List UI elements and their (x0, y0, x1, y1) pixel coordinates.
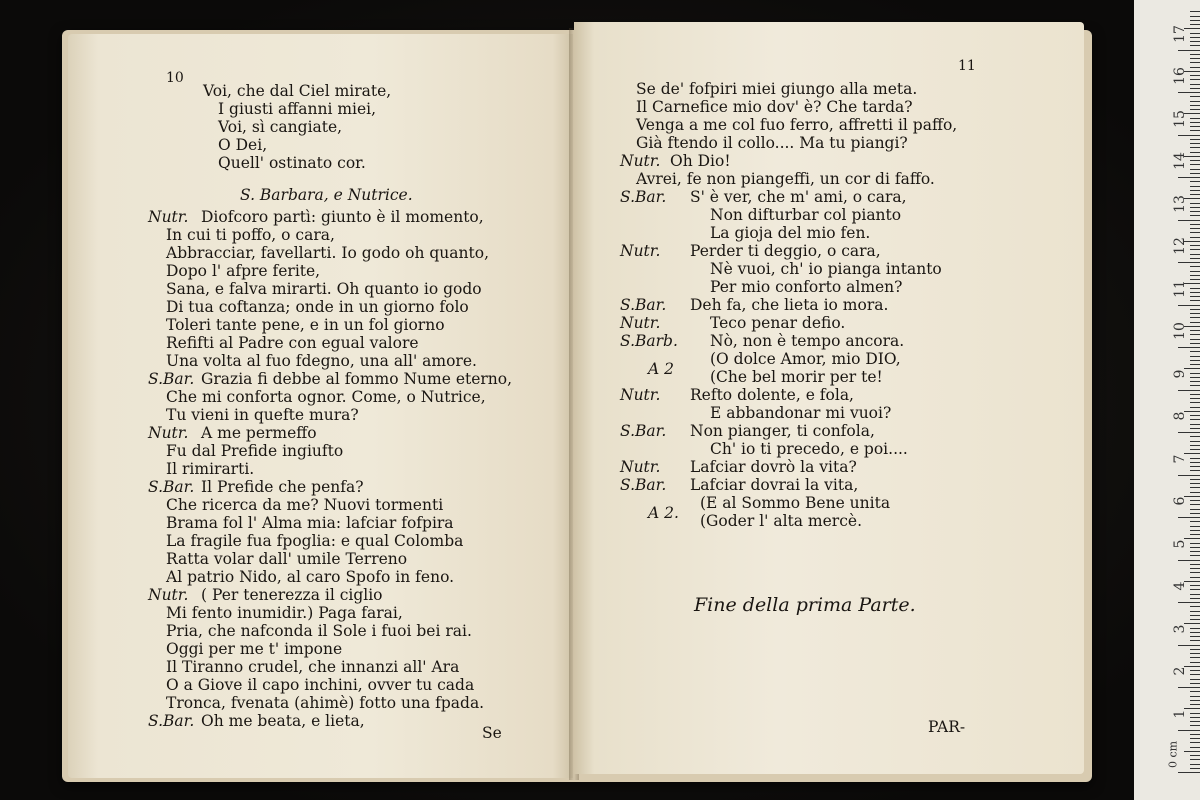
ruler-tick (1190, 611, 1200, 612)
ruler-tick (1190, 458, 1200, 459)
ruler-tick (1190, 700, 1200, 701)
verse-line: Il Tiranno crudel, che innanzi all' Ara (166, 658, 460, 676)
ruler-tick (1190, 381, 1200, 382)
ruler-tick (1190, 555, 1200, 556)
ruler-tick (1190, 296, 1200, 297)
ruler-tick (1178, 92, 1200, 93)
ruler-tick (1190, 568, 1200, 569)
speaker-label: Nutr. (148, 208, 189, 226)
ruler-tick (1190, 483, 1200, 484)
ruler-tick (1190, 130, 1200, 131)
ruler-tick (1190, 313, 1200, 314)
ruler-tick (1190, 232, 1200, 233)
verse-line: Refto dolente, e fola, (690, 386, 854, 404)
verse-line: Perder ti deggio, o cara, (690, 242, 881, 260)
ruler-tick (1190, 364, 1200, 365)
verse-line: Per mio conforto almen? (710, 278, 903, 296)
ruler-tick (1190, 54, 1200, 55)
verse-line: Refifti al Padre con egual valore (166, 334, 419, 352)
verse-line: La gioja del mio fen. (710, 224, 871, 242)
ruler-tick (1190, 173, 1200, 174)
ruler-tick (1190, 513, 1200, 514)
ruler-label: 9 (1172, 369, 1188, 378)
ruler-label: 1 (1172, 709, 1188, 718)
verse-line: Il Carnefice mio dov' è? Che tarda? (636, 98, 913, 116)
ruler-tick (1190, 424, 1200, 425)
verse-line: Sana, e falva mirarti. Oh quanto io godo (166, 280, 482, 298)
ruler-label: 4 (1172, 581, 1188, 591)
ruler-tick (1190, 628, 1200, 629)
ruler-tick (1190, 428, 1200, 429)
ruler-tick (1190, 606, 1200, 607)
verse-line: Avrei, fe non piangeffi, un cor di faffo. (636, 170, 935, 188)
ruler-tick (1190, 419, 1200, 420)
ruler-tick (1190, 470, 1200, 471)
page-number-left: 10 (166, 70, 184, 86)
ruler-label: 11 (1172, 279, 1188, 298)
verse-line: I giusti affanni miei, (218, 100, 377, 118)
ruler-tick (1190, 696, 1200, 697)
ruler-tick (1190, 398, 1200, 399)
ruler-tick (1190, 543, 1200, 544)
verse-line: Il Prefide che penfa? (201, 478, 364, 496)
ruler-tick (1190, 615, 1200, 616)
verse-line: Ch' io ti precedo, e poi.... (710, 440, 908, 458)
verse-line: Nò, non è tempo ancora. (710, 332, 905, 350)
verse-line: Deh fa, che lieta io mora. (690, 296, 889, 314)
verse-line: (O dolce Amor, mio DIO, (710, 350, 901, 368)
measuring-ruler (1134, 0, 1200, 800)
ruler-tick (1178, 560, 1200, 561)
speaker-label: S.Bar. (620, 296, 667, 314)
ruler-tick (1190, 445, 1200, 446)
ruler-tick (1190, 441, 1200, 442)
speaker-label: S.Barb. (620, 332, 678, 350)
ruler-tick (1190, 190, 1200, 191)
verse-line: S' è ver, che m' ami, o cara, (690, 188, 907, 206)
verse-line: Quell' ostinato cor. (218, 154, 366, 172)
ruler-label: 12 (1172, 237, 1188, 255)
speaker-label: A 2 (648, 360, 674, 378)
speaker-label: S.Bar. (148, 478, 195, 496)
verse-line: Grazia fi debbe al fommo Nume eterno, (201, 370, 513, 388)
verse-line: Nè vuoi, ch' io pianga intanto (710, 260, 942, 278)
ruler-tick (1190, 521, 1200, 522)
ruler-tick (1190, 373, 1200, 374)
ruler-tick (1190, 551, 1200, 552)
ruler-tick (1190, 351, 1200, 352)
verse-line: Oh me beata, e lieta, (201, 712, 365, 730)
ruler-tick (1190, 245, 1200, 246)
verse-line: Pria, che nafconda il Sole i fuoi bei rai. (166, 622, 472, 640)
ruler-tick (1190, 640, 1200, 641)
ruler-tick (1190, 109, 1200, 110)
verse-line: La fragile fua fpoglia: e qual Colomba (166, 532, 464, 550)
ruler-tick (1190, 143, 1200, 144)
ruler-tick (1190, 58, 1200, 59)
ruler-tick (1190, 105, 1200, 106)
ruler-tick (1190, 20, 1200, 21)
verse-line: Oh Dio! (670, 152, 731, 170)
speaker-label: Nutr. (148, 424, 189, 442)
verse-line: Ratta volar dall' umile Terreno (166, 550, 408, 568)
end-of-part-title: Fine della prima Parte. (694, 594, 916, 616)
ruler-tick (1190, 322, 1200, 323)
verse-line: Brama fol l' Alma mia: lafciar fofpira (166, 514, 454, 532)
ruler-tick (1190, 462, 1200, 463)
ruler-tick (1178, 390, 1200, 391)
ruler-tick (1190, 45, 1200, 46)
speaker-label: Nutr. (620, 314, 661, 332)
verse-line: Lafciar dovrai la vita, (690, 476, 859, 494)
ruler-tick (1190, 11, 1200, 12)
ruler-tick (1190, 126, 1200, 127)
ruler-tick (1190, 589, 1200, 590)
ruler-tick (1190, 691, 1200, 692)
speaker-label: S.Bar. (148, 370, 195, 388)
ruler-tick (1190, 564, 1200, 565)
ruler-tick (1178, 475, 1200, 476)
ruler-tick (1190, 211, 1200, 212)
verse-line: Lafciar dovrò la vita? (690, 458, 857, 476)
ruler-tick (1190, 764, 1200, 765)
verse-line: Abbracciar, favellarti. Io godo oh quanto, (166, 244, 489, 262)
ruler-tick (1190, 101, 1200, 102)
ruler-tick (1190, 585, 1200, 586)
ruler-tick (1190, 203, 1200, 204)
speaker-label: A 2. (648, 504, 679, 522)
ruler-tick (1190, 385, 1200, 386)
ruler-tick (1190, 33, 1200, 34)
ruler-label: 7 (1172, 454, 1188, 463)
speaker-label: S.Bar. (620, 476, 667, 494)
ruler-tick (1190, 279, 1200, 280)
verse-line: Dopo l' afpre ferite, (166, 262, 321, 280)
speaker-label: Nutr. (620, 242, 661, 260)
ruler-tick (1190, 75, 1200, 76)
verse-line: Che mi conforta ognor. Come, o Nutrice, (166, 388, 486, 406)
ruler-tick (1190, 742, 1200, 743)
ruler-tick (1178, 730, 1200, 731)
ruler-tick (1190, 717, 1200, 718)
speaker-label: S.Bar. (620, 188, 667, 206)
ruler-tick (1190, 16, 1200, 17)
verse-line: Voi, che dal Ciel mirate, (203, 82, 392, 100)
ruler-tick (1190, 88, 1200, 89)
ruler-tick (1190, 343, 1200, 344)
ruler-tick (1178, 220, 1200, 221)
verse-line: A me permeffo (201, 424, 317, 442)
ruler-tick (1190, 504, 1200, 505)
ruler-tick (1190, 169, 1200, 170)
ruler-tick (1190, 164, 1200, 165)
ruler-tick (1190, 79, 1200, 80)
ruler-label: 2 (1172, 666, 1188, 676)
ruler-tick (1190, 768, 1200, 769)
ruler-tick (1184, 751, 1200, 752)
ruler-tick (1190, 266, 1200, 267)
ruler-tick (1190, 24, 1200, 25)
ruler-tick (1190, 258, 1200, 259)
ruler-tick (1190, 725, 1200, 726)
left-page (68, 34, 573, 778)
ruler-tick (1190, 713, 1200, 714)
ruler-tick (1190, 636, 1200, 637)
ruler-tick (1190, 572, 1200, 573)
ruler-tick (1190, 734, 1200, 735)
verse-line: In cui ti poffo, o cara, (166, 226, 335, 244)
ruler-tick (1190, 41, 1200, 42)
ruler-tick (1190, 530, 1200, 531)
ruler-label: 0 cm (1166, 740, 1180, 769)
ruler-tick (1190, 271, 1200, 272)
ruler-tick (1190, 704, 1200, 705)
ruler-label: 17 (1172, 24, 1188, 43)
ruler-tick (1190, 377, 1200, 378)
catchword-left: Se (482, 724, 502, 742)
verse-line: Oggi per me t' impone (166, 640, 343, 658)
ruler-tick (1178, 517, 1200, 518)
ruler-tick (1190, 237, 1200, 238)
speaker-label: Nutr. (620, 458, 661, 476)
ruler-tick (1190, 721, 1200, 722)
verse-line: O Dei, (218, 136, 268, 154)
ruler-tick (1190, 407, 1200, 408)
ruler-tick (1190, 339, 1200, 340)
ruler-tick (1190, 619, 1200, 620)
ruler-tick (1190, 492, 1200, 493)
ruler-tick (1190, 228, 1200, 229)
ruler-tick (1190, 215, 1200, 216)
ruler-tick (1190, 292, 1200, 293)
ruler-tick (1190, 254, 1200, 255)
ruler-label: 3 (1172, 624, 1188, 633)
verse-line: Già ftendo il collo.... Ma tu piangi? (636, 134, 908, 152)
ruler-tick (1190, 449, 1200, 450)
ruler-tick (1190, 594, 1200, 595)
ruler-tick (1190, 330, 1200, 331)
ruler-tick (1190, 139, 1200, 140)
ruler-label: 15 (1172, 109, 1188, 128)
ruler-tick (1178, 305, 1200, 306)
ruler-tick (1190, 479, 1200, 480)
ruler-tick (1190, 37, 1200, 38)
ruler-tick (1190, 402, 1200, 403)
ruler-tick (1190, 487, 1200, 488)
ruler-tick (1190, 67, 1200, 68)
ruler-tick (1178, 177, 1200, 178)
ruler-tick (1190, 500, 1200, 501)
right-page (574, 22, 1084, 774)
verse-line: Toleri tante pene, e in un fol giorno (166, 316, 445, 334)
ruler-label: 13 (1172, 194, 1188, 213)
ruler-tick (1190, 632, 1200, 633)
verse-line: Non pianger, ti confola, (690, 422, 875, 440)
ruler-tick (1178, 645, 1200, 646)
verse-line: E abbandonar mi vuoi? (710, 404, 892, 422)
ruler-label: 16 (1172, 67, 1188, 85)
ruler-tick (1190, 194, 1200, 195)
verse-line: Diofcoro partì: giunto è il momento, (201, 208, 484, 226)
ruler-tick (1190, 207, 1200, 208)
ruler-tick (1190, 334, 1200, 335)
ruler-tick (1190, 674, 1200, 675)
ruler-label: 14 (1172, 152, 1188, 170)
speaker-label: S.Bar. (620, 422, 667, 440)
ruler-tick (1190, 747, 1200, 748)
ruler-tick (1190, 181, 1200, 182)
ruler-tick (1190, 84, 1200, 85)
ruler-label: 8 (1172, 411, 1188, 421)
ruler-tick (1190, 415, 1200, 416)
ruler-tick (1178, 262, 1200, 263)
ruler-tick (1190, 118, 1200, 119)
ruler-tick (1190, 738, 1200, 739)
verse-line: Se de' fofpiri miei giungo alla meta. (636, 80, 918, 98)
ruler-tick (1190, 122, 1200, 123)
verse-line: ( Per tenerezza il ciglio (201, 586, 383, 604)
verse-line: Mi fento inumidir.) Paga farai, (166, 604, 403, 622)
verse-line: Non difturbar col pianto (710, 206, 902, 224)
verse-line: Teco penar defio. (710, 314, 846, 332)
ruler-tick (1190, 653, 1200, 654)
speaker-label: S.Bar. (148, 712, 195, 730)
ruler-tick (1190, 317, 1200, 318)
ruler-tick (1190, 300, 1200, 301)
verse-line: Una volta al fuo fdegno, una all' amore. (166, 352, 477, 370)
ruler-tick (1190, 759, 1200, 760)
verse-line: Al patrio Nido, al caro Spofo in feno. (166, 568, 455, 586)
ruler-tick (1190, 62, 1200, 63)
ruler-tick (1190, 577, 1200, 578)
ruler-label: 10 (1172, 322, 1188, 340)
ruler-tick (1178, 135, 1200, 136)
ruler-tick (1178, 50, 1200, 51)
speaker-label: Nutr. (620, 386, 661, 404)
ruler-tick (1190, 394, 1200, 395)
verse-line: Di tua coftanza; onde in un giorno folo (166, 298, 469, 316)
catchword-right: PAR- (928, 718, 966, 736)
verse-line: Che ricerca da me? Nuovi tormenti (166, 496, 444, 514)
ruler-tick (1190, 360, 1200, 361)
ruler-tick (1190, 547, 1200, 548)
verse-line: (E al Sommo Bene unita (700, 494, 891, 512)
verse-line: (Che bel morir per te! (710, 368, 883, 386)
ruler-tick (1190, 649, 1200, 650)
ruler-tick (1190, 436, 1200, 437)
ruler-tick (1190, 670, 1200, 671)
ruler-tick (1190, 96, 1200, 97)
ruler-tick (1190, 160, 1200, 161)
ruler-tick (1190, 466, 1200, 467)
verse-line: Fu dal Prefide ingiufto (166, 442, 344, 460)
page-number-right: 11 (958, 58, 976, 74)
ruler-tick (1178, 772, 1200, 773)
ruler-tick (1190, 309, 1200, 310)
ruler-tick (1190, 683, 1200, 684)
ruler-tick (1190, 534, 1200, 535)
ruler-tick (1190, 509, 1200, 510)
ruler-tick (1178, 602, 1200, 603)
verse-line: Venga a me col fuo ferro, affretti il paffo, (636, 116, 958, 134)
ruler-tick (1190, 526, 1200, 527)
ruler-tick (1190, 662, 1200, 663)
ruler-tick (1190, 288, 1200, 289)
ruler-tick (1190, 657, 1200, 658)
ruler-label: 6 (1172, 496, 1188, 506)
ruler-tick (1190, 186, 1200, 187)
verse-line: Il rimirarti. (166, 460, 255, 478)
ruler-tick (1190, 147, 1200, 148)
ruler-tick (1190, 356, 1200, 357)
ruler-tick (1178, 347, 1200, 348)
verse-line: O a Giove il capo inchini, ovver tu cada (166, 676, 475, 694)
ruler-tick (1178, 432, 1200, 433)
ruler-tick (1190, 755, 1200, 756)
verse-line: Tu vieni in quefte mura? (166, 406, 359, 424)
ruler-label: 5 (1172, 539, 1188, 548)
ruler-tick (1190, 224, 1200, 225)
ruler-tick (1190, 152, 1200, 153)
verse-line: Tronca, fvenata (ahimè) fotto una fpada. (166, 694, 485, 712)
ruler-tick (1190, 249, 1200, 250)
scene-heading: S. Barbara, e Nutrice. (240, 186, 413, 204)
ruler-tick (1190, 679, 1200, 680)
speaker-label: Nutr. (620, 152, 661, 170)
verse-line: Voi, sì cangiate, (218, 118, 343, 136)
ruler-tick (1178, 687, 1200, 688)
ruler-tick (1190, 275, 1200, 276)
speaker-label: Nutr. (148, 586, 189, 604)
verse-line: (Goder l' alta mercè. (700, 512, 862, 530)
ruler-tick (1190, 598, 1200, 599)
